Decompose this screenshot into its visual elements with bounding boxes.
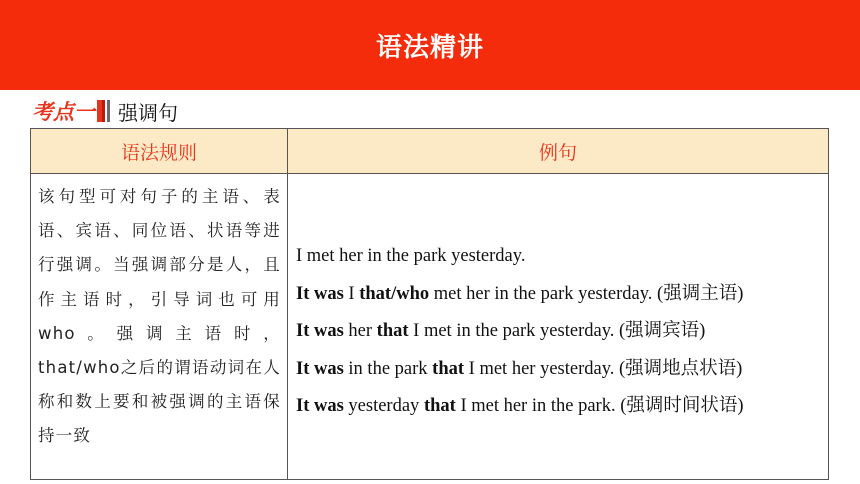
emphasis-keyword: It was — [296, 396, 344, 416]
emphasis-keyword: It was — [296, 283, 344, 304]
sentence-text: (强调时间状语) — [615, 396, 744, 416]
sentence-text: (强调主语) — [652, 283, 744, 304]
sentence-text: (强调宾语) — [614, 321, 706, 341]
emphasis-keyword: It was — [296, 321, 344, 341]
title-banner — [0, 0, 860, 90]
section-heading — [32, 96, 178, 126]
examples-cell — [288, 174, 829, 480]
sentence-text: I met her in the park. — [455, 396, 616, 416]
tag-bar-icon — [97, 100, 105, 122]
page-title: 语法精讲 — [375, 32, 484, 63]
sentence-text: yesterday — [343, 396, 424, 416]
example-sentence — [296, 238, 822, 276]
emphasis-keyword: that/who — [359, 283, 430, 304]
example-sentence — [296, 388, 822, 426]
sentence-text: I — [343, 283, 360, 304]
sentence-text: met her in the park yesterday. — [429, 283, 653, 304]
tag-divider-icon — [107, 100, 110, 122]
sentence-text: her — [343, 321, 377, 341]
header-example: 例句 — [288, 129, 829, 174]
example-sentence — [296, 313, 822, 351]
emphasis-keyword: It was — [296, 358, 344, 379]
section-topic: 强调句 — [118, 100, 178, 125]
emphasis-keyword: that — [376, 321, 409, 341]
emphasis-keyword: that — [432, 358, 465, 379]
header-rule: 语法规则 — [31, 129, 288, 174]
table-header-row — [31, 129, 829, 174]
example-sentence — [296, 351, 822, 389]
sentence-text: I met her yesterday. — [464, 358, 615, 379]
section-tag: 考点一 — [32, 100, 95, 124]
sentence-text: (强调地点状语) — [614, 358, 743, 379]
example-list — [296, 238, 822, 426]
sentence-text: I met her in the park yesterday. — [296, 246, 526, 266]
emphasis-keyword: that — [423, 396, 456, 416]
grammar-table — [30, 128, 829, 480]
table-row — [31, 174, 829, 480]
sentence-text: I met in the park yesterday. — [408, 321, 615, 341]
rule-text: 该句型可对句子的主语、表语、宾语、同位语、状语等进行强调。当强调部分是人，且作主语时，引导词也可用who。强调主语时，that/who之后的谓语动词在人称和数上要和被强调的主语保持一致 — [31, 174, 288, 480]
example-sentence — [296, 276, 822, 314]
sentence-text: in the park — [343, 358, 433, 379]
